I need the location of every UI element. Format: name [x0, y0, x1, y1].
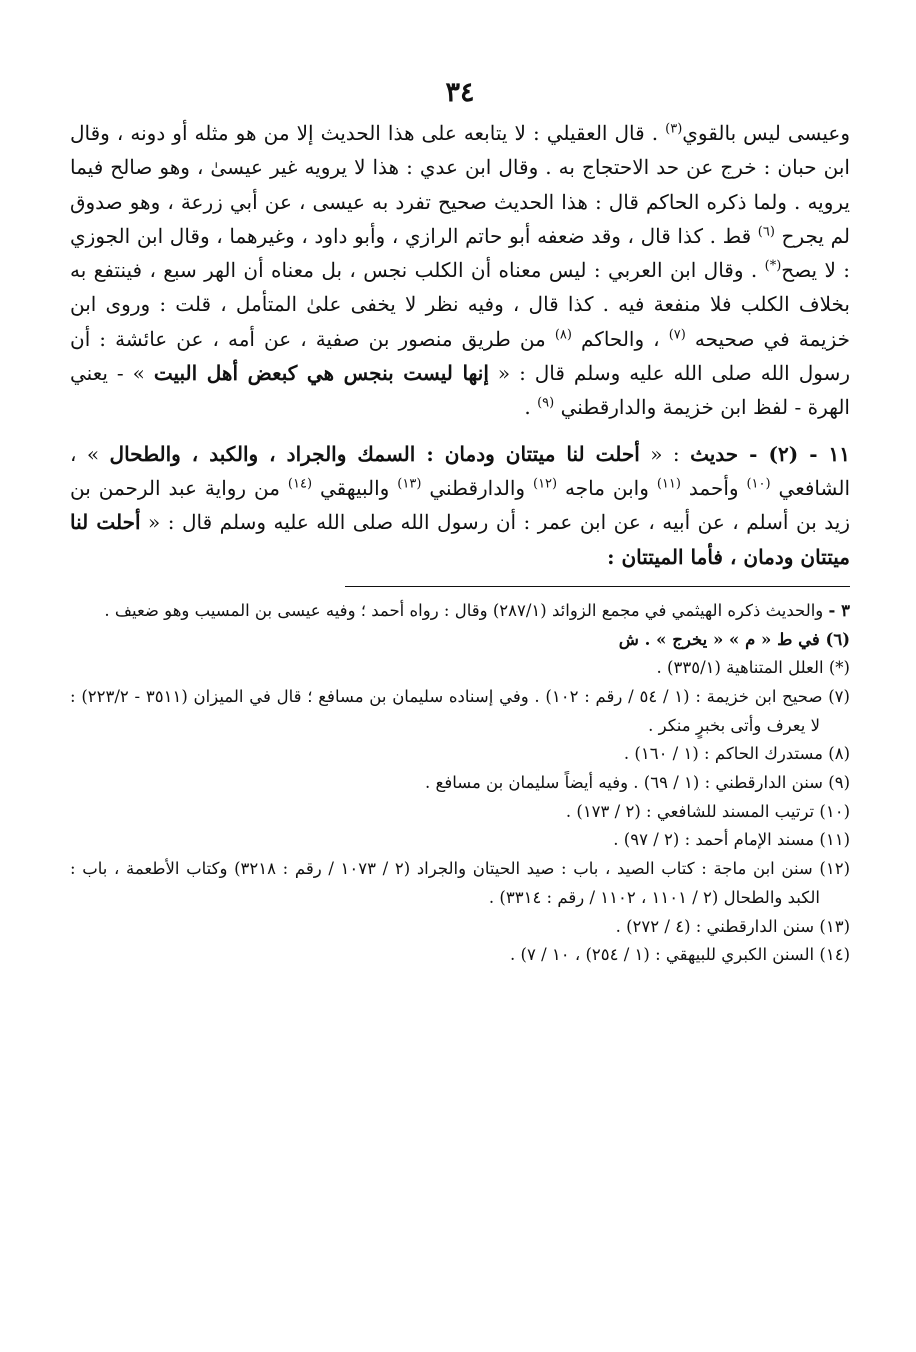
- footnote-ref-star[interactable]: (*): [764, 258, 782, 274]
- footnote-ref-11[interactable]: (١١): [656, 476, 681, 492]
- footnote-ref-12[interactable]: (١٢): [532, 476, 558, 492]
- book-page: [70, 78, 850, 970]
- footnote-ref-6[interactable]: (٦): [757, 224, 775, 240]
- footnote-ref-13[interactable]: (١٣): [397, 476, 422, 492]
- paragraph-isa: وعيسى ليس بالقوي$^{(٣)}$ . قال العقيلي : لا يتابعه على هذا الحديث إلا من هو مثله أو دونه ، وقال ابن حبان : خرج عن حد الاحتجاج به . وقال ابن عدي : هذا لا يرويه غير عيسىٰ ، وهو صالح فيما يرويه . ولما ذكره الحاكم قال : هذا الحديث صحيح تفرد به عيسى ، عن أبي زرعة ، وهو صدوق لم يجرح $^{(٦)}$ قط . كذا قال ، وقد ضعفه أبو حاتم الرازي ، وأبو داود ، وغيرهما ، وقال ابن الجوزي : لا يصح(*) . وقال ابن العربي : ليس معناه أن الكلب نجس ، بل معناه أن الهر سبع ، فينتفع به بخلاف الكلب فلا منفعة فيه . كذا قال ، وفيه نظر لا يخفى علىٰ المتأمل ، قلت : وروى ابن خزيمة في صحيحه $^{(٧)}$ ، والحاكم $^{(٨)}$ من طريق منصور بن صفية ، عن أمه ، عن عائشة : أن رسول الله صلى الله عليه وسلم قال : « إنها ليست بنجس هي كبعض أهل البيت » - يعني الهرة - لفظ ابن خزيمة والدارقطني $^{(٩)}$ .: [70, 121, 851, 420]
- footnote-item: (١١) مسند الإمام أحمد : (٢ / ٩٧) .: [613, 830, 850, 850]
- hadith-quote: إنها ليست بنجس هي كبعض أهل البيت: [153, 361, 489, 386]
- footnote-item: (١٢) سنن ابن ماجة : كتاب الصيد ، باب : صيد الحيتان والجراد (٢ / ١٠٧٣ / رقم : ٣٢١٨) وكتاب الأطعمة ، باب : الكبد والطحال (٢ / ١١٠١ ، ١١٠٢ / رقم : ٣٣١٤) .: [70, 859, 851, 907]
- hadith-heading: ١١ - (٢) - حديث: [690, 441, 851, 466]
- footnote-divider: [345, 586, 850, 587]
- footnote-ref-9[interactable]: (٩): [537, 395, 555, 411]
- footnote-item: (*) العلل المتناهية (٣٣٥/١) .: [656, 658, 850, 678]
- footnote-ref-14[interactable]: (١٤): [287, 476, 313, 492]
- footnote-item: (٦) في ط « م » « يخرج » . ش: [618, 629, 850, 649]
- footnote-ref-7[interactable]: (٧): [668, 327, 686, 343]
- footnote-item: (١٣) سنن الدارقطني : (٤ / ٢٧٢) .: [615, 916, 850, 936]
- paragraph-hadith-11: ١١ - (٢) - حديث : « أحلت لنا ميتتان ودمان : السمك والجراد ، والكبد ، والطحال » ، الشافعي $^{(١٠)}$ وأحمد $^{(١١)}$ وابن ماجه $^{(١٢)}$ والدارقطني $^{(١٣)}$ والبيهقي $^{(١٤)}$ من رواية عبد الرحمن بن زيد بن أسلم ، عن أبيه ، عن ابن عمر : أن رسول الله صلى الله عليه وسلم قال : « أحلت لنا ميتتان ودمان ، فأما الميتتان :: [70, 441, 851, 569]
- footnote-ref-3[interactable]: (٣): [665, 121, 683, 137]
- footnote-ref-10[interactable]: (١٠): [746, 476, 771, 492]
- footnote-item: (٧) صحيح ابن خزيمة : (١ / ٥٤ / رقم : ١٠٢) . وفي إسناده سليمان بن مسافع ؛ قال في الميزان (٣٥١١ - ٢٢٣/٢) : لا يعرف وأتى بخبرٍ منكر .: [70, 686, 850, 735]
- footnotes: [70, 597, 850, 970]
- footnote-item: (٩) سنن الدارقطني : (١ / ٦٩) . وفيه أيضاً سليمان بن مسافع .: [425, 773, 850, 793]
- page-number: ٣٤: [445, 77, 475, 108]
- footnote-item: ٣ - والحديث ذكره الهيثمي في مجمع الزوائد (٢٨٧/١) وقال : رواه أحمد ؛ وفيه عيسى بن المسيب وهو ضعيف .: [104, 600, 850, 620]
- footnote-item: (٨) مستدرك الحاكم : (١ / ١٦٠) .: [623, 744, 850, 764]
- hadith-quote-1: أحلت لنا ميتتان ودمان : السمك والجراد ، والكبد ، والطحال: [109, 441, 640, 466]
- footnote-item: (١٠) ترتيب المسند للشافعي : (٢ / ١٧٣) .: [565, 801, 850, 821]
- footnote-ref-8[interactable]: (٨): [554, 327, 572, 343]
- hadith-quote-2: أحلت لنا ميتتان ودمان ، فأما الميتتان :: [70, 510, 850, 569]
- main-text: [70, 116, 850, 574]
- footnote-item: (١٤) السنن الكبري للبيهقي : (١ / ٢٥٤) ، ١٠ / ٧) .: [510, 945, 850, 965]
